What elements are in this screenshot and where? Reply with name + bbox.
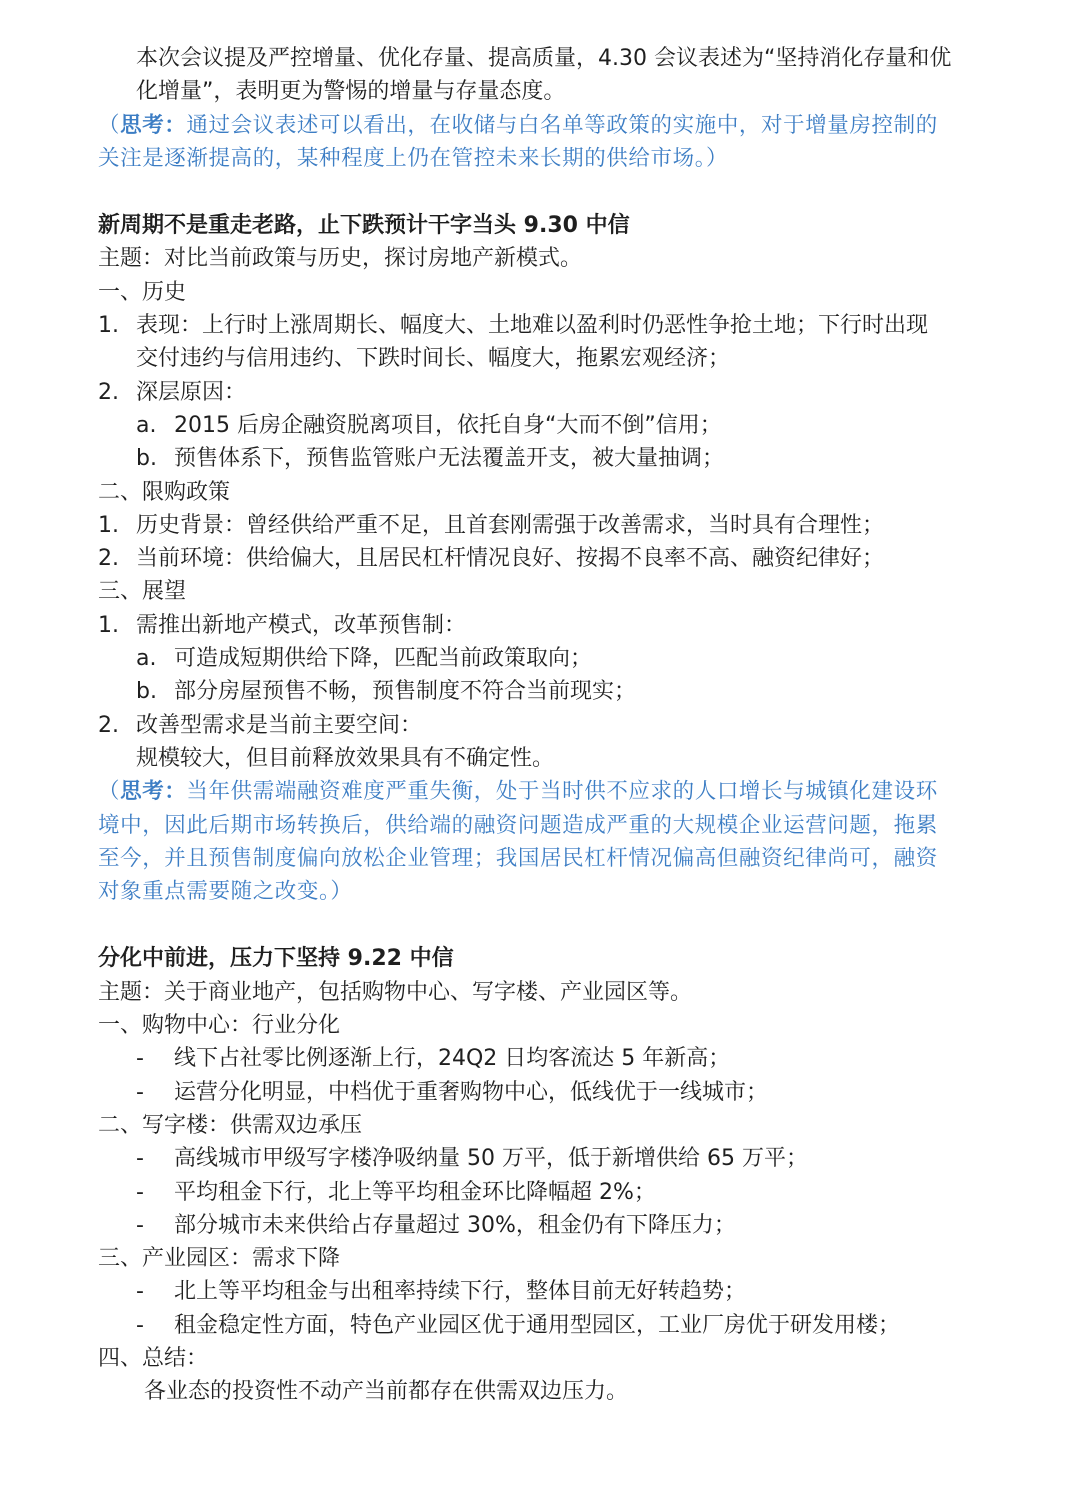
section1-heading-history: 一、历史 (98, 279, 187, 305)
list-number: 2. (98, 379, 119, 405)
section1-heading-policy: 二、限购政策 (98, 479, 231, 505)
bullet-text: 线下占社零比例逐渐上行，24Q2 日均客流达 5 年新高； (174, 1046, 731, 1072)
list-text: 当前环境：供给偏大，且居民杠杆情况良好、按揭不良率不高、融资纪律好； (136, 546, 885, 572)
sub-list-mark: a. (136, 646, 157, 672)
thought-label: 思考： (120, 779, 187, 805)
bullet-text: 高线城市甲级写字楼净吸纳量 50 万平，低于新增供给 65 万平； (174, 1146, 808, 1172)
section1-heading-outlook: 三、展望 (98, 579, 187, 605)
section2-heading-office: 二、写字楼：供需双边承压 (98, 1112, 363, 1138)
section2-title: 分化中前进，压力下坚持 9.22 中信 (98, 946, 454, 972)
section1-theme: 主题：对比当前政策与历史，探讨房地产新模式。 (98, 246, 583, 272)
list-item (98, 309, 984, 342)
sub-list-item (98, 409, 984, 442)
bullet-dash: - (136, 1146, 144, 1172)
list-item-detail: 规模较大，但目前释放效果具有不确定性。 (136, 745, 555, 771)
bullet-dash: - (136, 1212, 144, 1238)
sub-list-text: 部分房屋预售不畅，预售制度不符合当前现实； (174, 679, 637, 705)
list-text: 改善型需求是当前主要空间： (136, 712, 423, 738)
sub-list-mark: a. (136, 412, 157, 438)
list-text: 历史背景：曾经供给严重不足，且首套刚需强于改善需求，当时具有合理性； (136, 512, 885, 538)
bullet-text: 北上等平均租金与出租率持续下行，整体目前无好转趋势； (174, 1279, 747, 1305)
list-item (98, 376, 984, 409)
sub-list-item (98, 642, 984, 675)
section1-thought-line-3: 至今，并且预售制度偏向放松企业管理；我国居民杠杆情况偏高但融资纪律尚可，融资 (98, 845, 938, 871)
list-number: 1. (98, 612, 119, 638)
bullet-text: 部分城市未来供给占存量超过 30%，租金仍有下降压力； (174, 1212, 736, 1238)
spacer (98, 175, 984, 209)
intro-thought-line-2: 关注是逐渐提高的，某种程度上仍在管控未来长期的供给市场。） (98, 145, 729, 171)
section1-thought-line-2: 境中，因此后期市场转换后，供给端的融资问题造成严重的大规模企业运营问题，拖累 (98, 812, 938, 838)
intro-line-2: 化增量”，表明更为警惕的增量与存量态度。 (136, 79, 566, 105)
bullet-item (98, 1176, 984, 1209)
bullet-item (98, 1209, 984, 1242)
summary-text: 各业态的投资性不动产当前都存在供需双边压力。 (144, 1379, 629, 1405)
list-text: 深层原因： (136, 379, 247, 405)
list-number: 1. (98, 512, 119, 538)
section1-title: 新周期不是重走老路，止下跌预计干字当头 9.30 中信 (98, 213, 630, 239)
sub-list-mark: b. (136, 446, 157, 472)
thought-text-1: 当年供需端融资难度严重失衡，处于当时供不应求的人口增长与城镇化建设环 (186, 779, 938, 805)
bullet-text: 租金稳定性方面，特色产业园区优于通用型园区，工业厂房优于研发用楼； (174, 1312, 901, 1338)
list-item-continuation: 交付违约与信用违约、下跌时间长、幅度大，拖累宏观经济； (136, 346, 731, 372)
list-number: 2. (98, 546, 119, 572)
list-number: 1. (98, 313, 119, 339)
section1-thought (98, 775, 984, 808)
list-item (98, 509, 984, 542)
list-item (98, 542, 984, 575)
thought-open-paren: （ (98, 112, 121, 138)
section2-theme: 主题：关于商业地产，包括购物中心、写字楼、产业园区等。 (98, 979, 693, 1005)
list-item (98, 609, 984, 642)
sub-list-item (98, 442, 984, 475)
thought-label: 思考： (120, 112, 187, 138)
bullet-item (98, 1275, 984, 1308)
bullet-dash: - (136, 1279, 144, 1305)
bullet-item (98, 1309, 984, 1342)
sub-list-text: 2015 后房企融资脱离项目，依托自身“大而不倒”信用； (174, 412, 722, 438)
bullet-item (98, 1142, 984, 1175)
bullet-dash: - (136, 1079, 144, 1105)
thought-text-1: 通过会议表述可以看出，在收储与白名单等政策的实施中，对于增量房控制的 (186, 112, 938, 138)
thought-open-paren: （ (98, 779, 121, 805)
intro-thought (98, 109, 984, 142)
bullet-item (98, 1042, 984, 1075)
list-text: 表现：上行时上涨周期长、幅度大、土地难以盈利时仍恶性争抢土地；下行时出现 (136, 313, 929, 339)
sub-list-text: 预售体系下，预售监管账户无法覆盖开支，被大量抽调； (174, 446, 725, 472)
sub-list-mark: b. (136, 679, 157, 705)
sub-list-item (98, 675, 984, 708)
spacer (98, 908, 984, 942)
section2-heading-industrial: 三、产业园区：需求下降 (98, 1246, 341, 1272)
bullet-dash: - (136, 1179, 144, 1205)
bullet-item (98, 1076, 984, 1109)
bullet-text: 平均租金下行，北上等平均租金环比降幅超 2%； (174, 1179, 656, 1205)
section2-heading-summary: 四、总结： (98, 1345, 209, 1371)
section1-thought-line-4: 对象重点需要随之改变。） (98, 879, 353, 905)
list-item (98, 709, 984, 742)
section2-heading-mall: 一、购物中心：行业分化 (98, 1013, 341, 1039)
bullet-text: 运营分化明显，中档优于重奢购物中心，低线优于一线城市； (174, 1079, 769, 1105)
bullet-dash: - (136, 1312, 144, 1338)
intro-line-1: 本次会议提及严控增量、优化存量、提高质量，4.30 会议表述为“坚持消化存量和优 (136, 46, 952, 71)
bullet-dash: - (136, 1046, 144, 1072)
list-number: 2. (98, 712, 119, 738)
sub-list-text: 可造成短期供给下降，匹配当前政策取向； (174, 646, 593, 672)
list-text: 需推出新地产模式，改革预售制： (136, 612, 467, 638)
